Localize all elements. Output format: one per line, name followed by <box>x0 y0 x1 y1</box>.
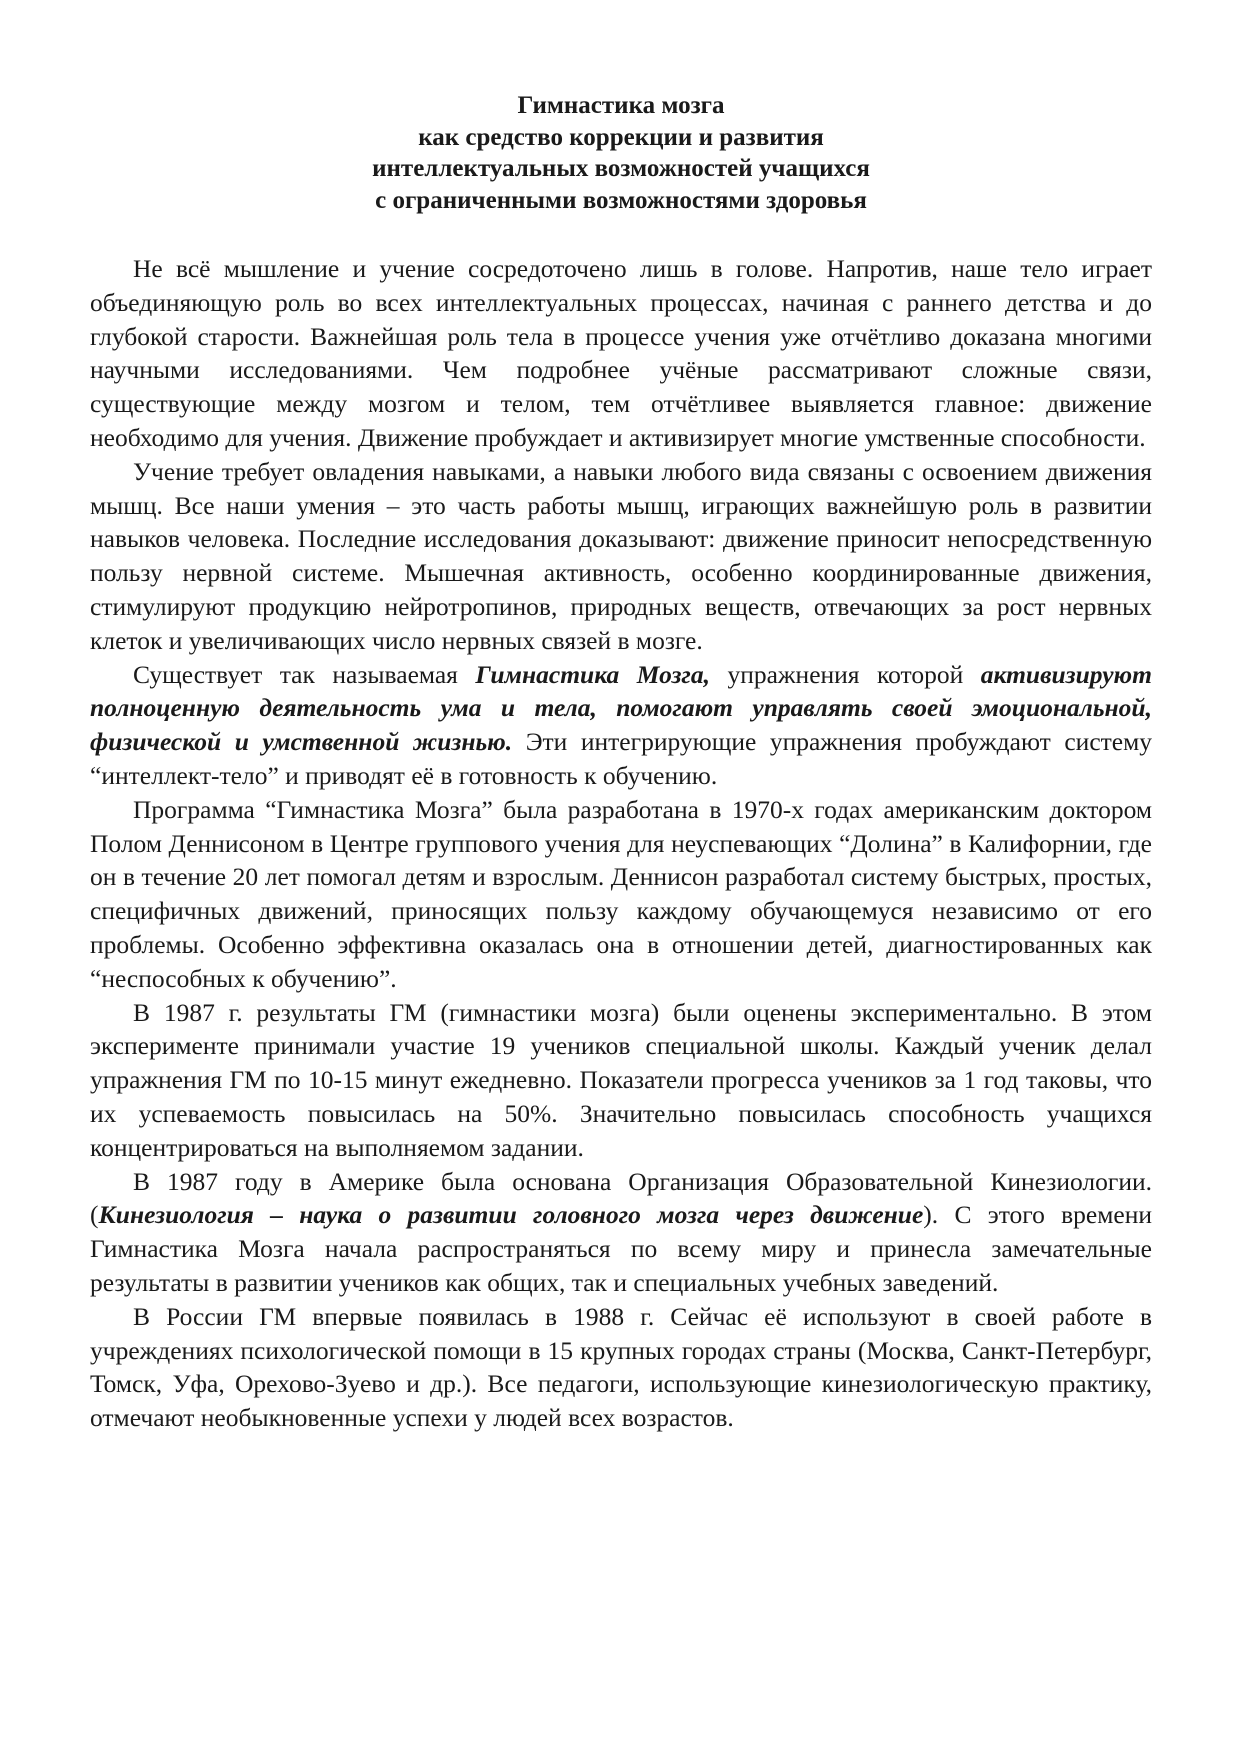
paragraph-5: В 1987 г. результаты ГМ (гимнастики мозга) были оценены экспериментально. В этом эксперименте принимали участие 19 учеников специальной школы. Каждый ученик делал упражнения ГМ по 10-15 минут ежедневно. Показатели прогресса учеников за 1 год таковы, что их успеваемость повысилась на 50%. Значительно повысилась способность учащихся концентрироваться на выполняемом задании. <box>90 997 1152 1162</box>
brain-gym-benefits: активизируют полноценную деятельность ума и тела, помогают управлять своей эмоциональной, физической и умственной жизнью. <box>90 659 1152 757</box>
document-page <box>90 90 1152 1435</box>
paragraph-7: В России ГМ впервые появилась в 1988 г. Сейчас её используют в своей работе в учреждениях психологической помощи в 15 крупных городах страны (Москва, Санкт-Петербург, Томск, Уфа, Орехово-Зуево и др.). Все педагоги, использующие кинезиологическую практику, отмечают необыкновенные успехи у людей всех возрастов. <box>90 1301 1152 1433</box>
kinesiology-definition: Кинезиология – наука о развитии головного мозга через движение <box>98 1200 924 1230</box>
paragraph-4: Программа “Гимнастика Мозга” была разработана в 1970-х годах американским доктором Полом Деннисоном в Центре группового учения для неуспевающих “Долина” в Калифорнии, где он в течение 20 лет помогал детям и взрослым. Деннисон разработал систему быстрых, простых, специфичных движений, приносящих пользу каждому обучающемуся независимо от его проблемы. Особенно эффективна оказалась она в отношении детей, диагностированных как “неспособных к обучению”. <box>90 794 1152 993</box>
title-line-1: Гимнастика мозга <box>517 92 725 119</box>
paragraph-6-end: ). С этого времени Гимнастика Мозга начала распространяться по всему миру и принесла замечательные результаты в развитии учеников как общих, так и специальных учебных заведений. <box>90 1200 1152 1297</box>
title-line-2: как средство коррекции и развития <box>418 123 824 151</box>
paragraph-3-end: Эти интегрирующие упражнения пробуждают систему “интеллект-тело” и приводят её в готовность к обучению. <box>90 727 1152 790</box>
title-line-3: интеллектуальных возможностей учащихся <box>372 155 870 182</box>
paragraph-2: Учение требует овладения навыками, а навыки любого вида связаны с освоением движения мышц. Все наши умения – это часть работы мышц, играющих важнейшую роль в развитии навыков человека. Последние исследования доказывают: движение приносит непосредственную пользу нервной системе. Мышечная активность, особенно координированные движения, стимулируют продукцию нейротропинов, природных веществ, отвечающих за рост нервных клеток и увеличивающих число нервных связей в мозге. <box>90 456 1152 655</box>
title-line-4: с ограниченными возможностями здоровья <box>375 186 867 214</box>
paragraph-3 <box>90 658 1152 793</box>
paragraph-3-start: Существует так называемая <box>133 659 476 689</box>
paragraph-1: Не всё мышление и учение сосредоточено лишь в голове. Напротив, наше тело играет объединяющую роль во всех интеллектуальных процессах, начиная с раннего детства и до глубокой старости. Важнейшая роль тела в процессе учения уже отчётливо доказана многими научными исследованиями. Чем подробнее учёные рассматривают сложные связи, существующие между мозгом и телом, тем отчётливее выявляется главное: движение необходимо для учения. Движение пробуждает и активизирует многие умственные способности. <box>90 254 1152 452</box>
term-brain-gym: Гимнастика Мозга, <box>475 659 710 689</box>
paragraph-6 <box>90 1165 1152 1300</box>
paragraph-6-start: В 1987 году в Америке была основана Организация Образовательной Кинезиологии. ( <box>90 1166 1152 1230</box>
document-title <box>90 90 1152 216</box>
paragraph-3-mid: упражнения которой <box>709 659 981 689</box>
